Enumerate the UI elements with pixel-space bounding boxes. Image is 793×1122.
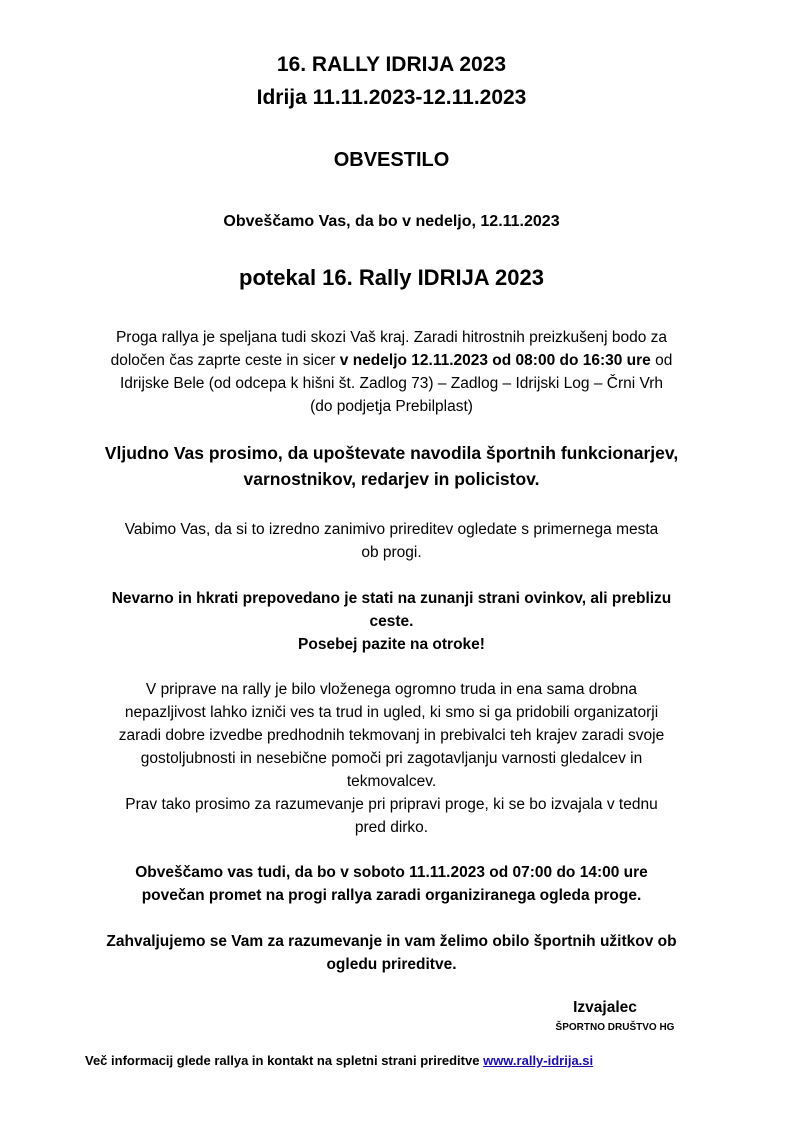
warning-children: Posebej pazite na otroke!	[298, 636, 485, 653]
request-line: varnostnikov, redarjev in policistov.	[243, 469, 540, 489]
closure-text-fragment: določen čas zaprte ceste in sicer	[110, 352, 340, 369]
thanks-line: ogledu prireditve.	[326, 956, 457, 973]
intro-line: Obveščamo Vas, da bo v nedeljo, 12.11.2023	[223, 213, 560, 230]
event-title: 16. RALLY IDRIJA 2023	[276, 53, 507, 76]
saturday-notice: povečan promet na progi rallya zaradi organiziranega ogleda proge.	[141, 887, 642, 904]
invite-line: ob progi.	[361, 544, 422, 561]
preparation-line: nepazljivost lahko izniči ves ta trud in ugled, ki smo si ga pridobili organizatorji	[124, 704, 659, 721]
preparation-line: pred dirko.	[354, 819, 429, 836]
warning-line: ceste.	[369, 613, 414, 630]
warning-line: Nevarno in hkrati prepovedano je stati na zunanji strani ovinkov, ali preblizu	[111, 590, 672, 607]
footer-text: Več informacij glede rallya in kontakt na spletni strani prireditve	[85, 1053, 484, 1068]
event-dates: Idrija 11.11.2023-12.11.2023	[256, 86, 527, 109]
closure-text-line: Proga rallya je speljana tudi skozi Vaš kraj. Zaradi hitrostnih preizkušenj bodo za	[115, 329, 668, 346]
signature-role: Izvajalec	[573, 999, 637, 1016]
request-line: Vljudno Vas prosimo, da upoštevate navodila športnih funkcionarjev,	[104, 443, 679, 463]
signature-organization: ŠPORTNO DRUŠTVO HG	[555, 1022, 675, 1033]
preparation-line: Prav tako prosimo za razumevanje pri pripravi proge, ki se bo izvajala v tednu	[125, 796, 658, 813]
footer-info	[85, 1053, 593, 1068]
intro-headline: potekal 16. Rally IDRIJA 2023	[239, 265, 544, 290]
preparation-line: gostoljubnosti in nesebične pomoči pri zagotavljanju varnosti gledalcev in	[140, 750, 643, 767]
closure-text-line	[70, 349, 713, 372]
preparation-line: V priprave na rally je bilo vloženega ogromno truda in ena sama drobna	[145, 681, 638, 698]
preparation-line: tekmovalcev.	[346, 773, 437, 790]
saturday-notice: Obveščamo vas tudi, da bo v soboto 11.11.2023 od 07:00 do 14:00 ure	[135, 864, 648, 881]
closure-route: Idrijske Bele (od odcepa k hišni št. Zadlog 73) – Zadlog – Idrijski Log – Črni Vrh	[119, 375, 664, 392]
thanks-line: Zahvaljujemo se Vam za razumevanje in vam želimo obilo športnih užitkov ob	[106, 933, 677, 950]
notice-heading: OBVESTILO	[333, 149, 450, 171]
website-link[interactable]: www.rally-idrija.si	[483, 1053, 594, 1068]
invite-line: Vabimo Vas, da si to izredno zanimivo prireditev ogledate s primernega mesta	[124, 521, 659, 538]
closure-text-fragment: od	[650, 352, 673, 369]
closure-route-end: (do podjetja Prebilplast)	[310, 398, 473, 415]
closure-time: v nedeljo 12.11.2023 od 08:00 do 16:30 ure	[339, 352, 651, 369]
preparation-line: zaradi dobre izvedbe predhodnih tekmovanj in prebivalci teh krajev zaradi svoje	[118, 727, 665, 744]
